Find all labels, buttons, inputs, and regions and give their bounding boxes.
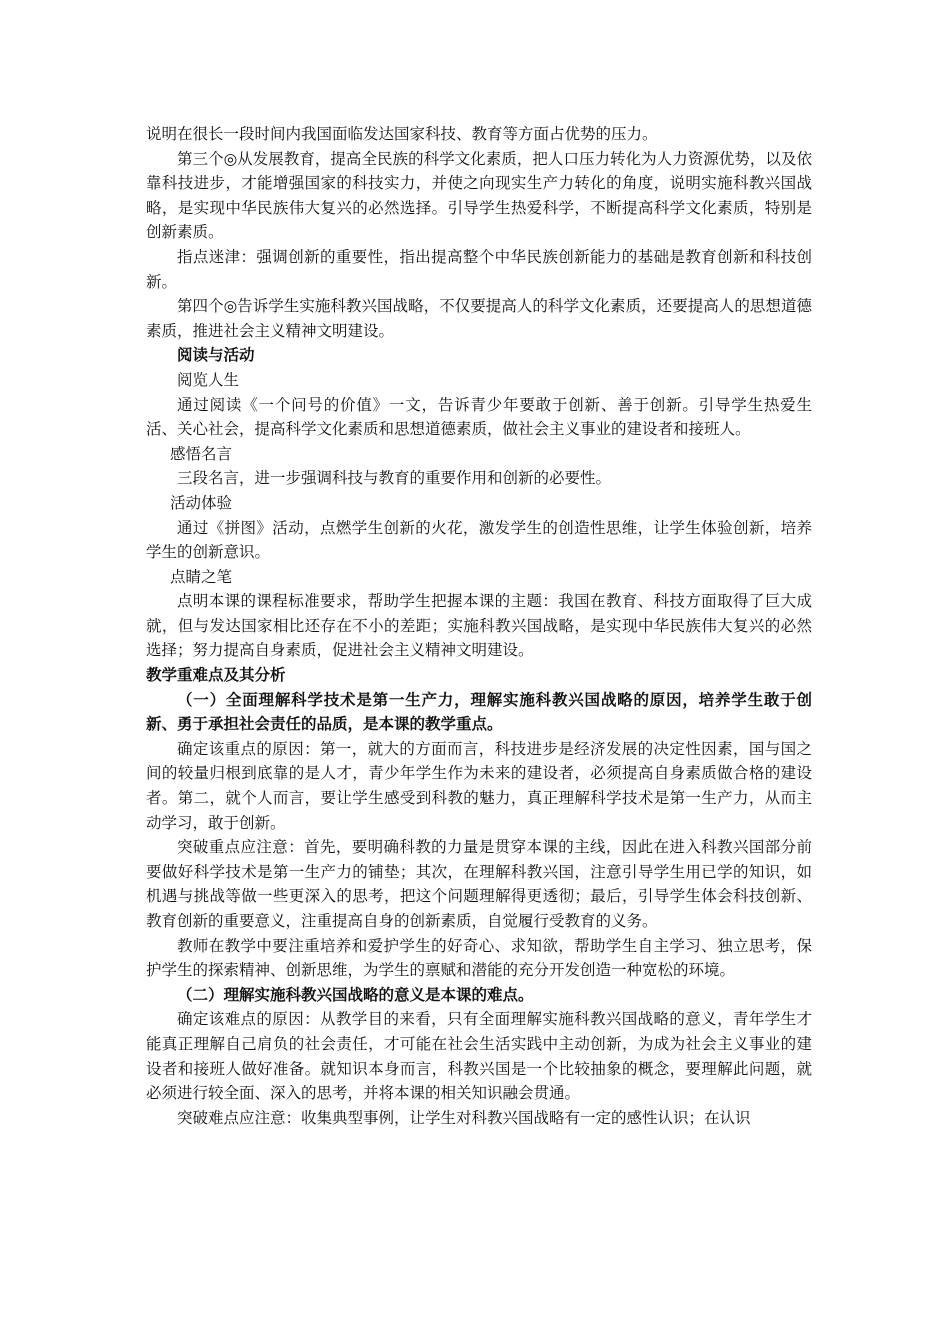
paragraph: 教师在教学中要注重培养和爱护学生的好奇心、求知欲，帮助学生自主学习、独立思考，保护学生的探索精神、创新思维，为学生的禀赋和潜能的充分开发创造一种宽松的环境。 [146,936,812,980]
subsection-heading: 阅览人生 [177,370,240,389]
section-heading: 教学重难点及其分析 [146,665,286,685]
paragraph: 通过阅读《一个问号的价值》一文，告诉青少年要敢于创新、善于创新。引导学生热爱生活、关心社会，提高科学文化素质和思想道德素质，做社会主义事业的建设者和接班人。 [146,395,812,439]
paragraph: 突破重点应注意：首先，要明确科教的力量是贯穿本课的主线，因此在进入科教兴国部分前要做好科学技术是第一生产力的铺垫；其次，在理解科教兴国，注意引导学生用已学的知识，如机遇与挑战等做一些更深入的思考，把这个问题理解得更透彻；最后，引导学生体会科技创新、教育创新的重要意义，注重提高自身的创新素质，自觉履行受教育的义务。 [146,838,812,930]
section-heading: 阅读与活动 [177,345,255,365]
subsection-heading: 点睛之笔 [170,567,233,586]
subsection-heading: 活动体验 [170,493,233,512]
paragraph: 通过《拼图》活动，点燃学生创新的火花，激发学生的创造性思维，让学生体验创新，培养学生的创新意识。 [146,518,812,562]
paragraph: 三段名言，进一步强调科技与教育的重要作用和创新的必要性。 [177,469,612,488]
paragraph: 点明本课的课程标准要求，帮助学生把握本课的主题：我国在教育、科技方面取得了巨大成就，但与发达国家相比还存在不小的差距；实施科教兴国战略，是实现中华民族伟大复兴的必然选择；努力提高自身素质，促进社会主义精神文明建设。 [146,592,812,660]
paragraph: 第三个◎从发展教育，提高全民族的科学文化素质，把人口压力转化为人力资源优势，以及依靠科技进步，才能增强国家的科技实力，并使之向现实生产力转化的角度，说明实施科教兴国战略，是实现中华民族伟大复兴的必然选择。引导学生热爱科学，不断提高科学文化素质，特别是创新素质。 [146,149,812,242]
paragraph: 第四个◎告诉学生实施科教兴国战略，不仅要提高人的科学文化素质，还要提高人的思想道德素质，推进社会主义精神文明建设。 [146,297,812,340]
subsection-heading: 感悟名言 [170,444,233,463]
document-page [146,122,812,1130]
paragraph: 确定该重点的原因：第一，就大的方面而言，科技进步是经济发展的决定性因素，国与国之间的较量归根到底靠的是人才，青少年学生作为未来的建设者，必须提高自身素质做合格的建设者。第二，就个人而言，要让学生感受到科教的魅力，真正理解科学技术是第一生产力，从而主动学习，敢于创新。 [146,739,812,832]
key-point-heading: （一）全面理解科学技术是第一生产力，理解实施科教兴国战略的原因，培养学生敢于创新、勇于承担社会责任的品质，是本课的教学重点。 [146,689,812,734]
paragraph: 突破难点应注意：收集典型事例，让学生对科教兴国战略有一定的感性认识；在认识 [177,1108,751,1127]
paragraph: 确定该难点的原因：从教学目的来看，只有全面理解实施科教兴国战略的意义，青年学生才能真正理解自己肩负的社会责任，才可能在社会生活实践中主动创新，为成为社会主义事业的建设者和接班人做好准备。就知识本身而言，科教兴国是一个比较抽象的概念，要理解此问题，就必须进行较全面、深入的思考，并将本课的相关知识融会贯通。 [146,1010,812,1103]
difficulty-heading: （二）理解实施科教兴国战略的意义是本课的难点。 [177,984,534,1004]
paragraph: 指点迷津：强调创新的重要性，指出提高整个中华民族创新能力的基础是教育创新和科技创新。 [146,247,812,291]
paragraph: 说明在很长一段时间内我国面临发达国家科技、教育等方面占优势的压力。 [146,125,658,143]
